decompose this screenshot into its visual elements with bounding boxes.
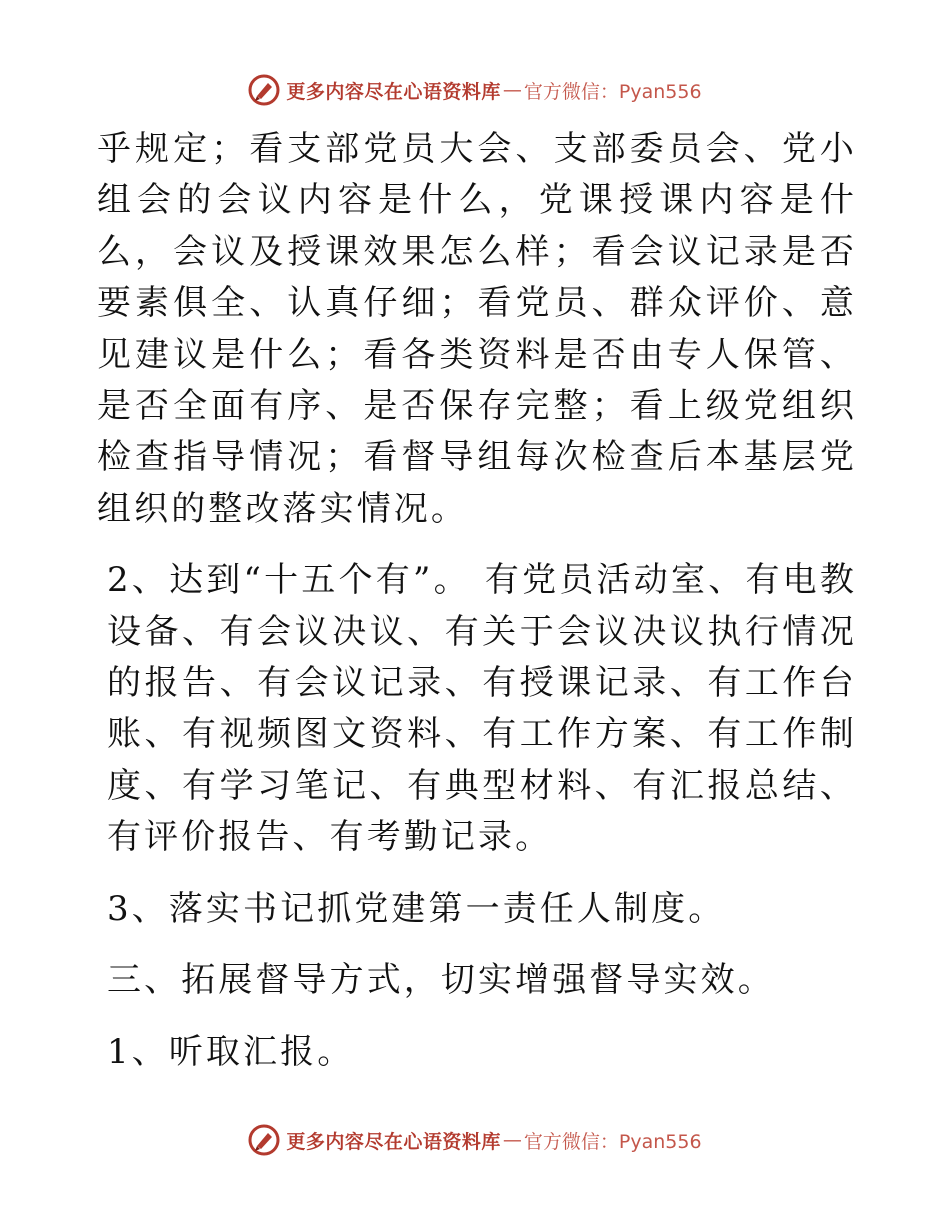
section-heading-3: 三、拓展督导方式，切实增强督导实效。 <box>107 960 775 1001</box>
footer-watermark-banner <box>0 1120 950 1160</box>
pen-logo-icon <box>248 1124 280 1156</box>
banner-site-text: 更多内容尽在心语资料库 <box>286 80 501 103</box>
header-watermark-banner <box>0 70 950 110</box>
banner-dash: — <box>502 1129 522 1151</box>
banner-dash: — <box>502 79 522 101</box>
banner-wechat-text: 官方微信：Pyan556 <box>523 1130 702 1153</box>
paragraph-item-2: 2、达到“十五个有”。 有党员活动室、有电教设备、有会议决议、有关于会议决议执行情况的报告、有会议记录、有授课记录、有工作台账、有视频图文资料、有工作方案、有工作制度、有学习笔记、有典型材料、有汇报总结、有评价报告、有考勤记录。 <box>107 560 857 858</box>
paragraph-item-1: 1、听取汇报。 <box>107 1031 355 1072</box>
banner-wechat-text: 官方微信：Pyan556 <box>523 80 702 103</box>
paragraph-continuation: 乎规定；看支部党员大会、支部委员会、党小组会的会议内容是什么，党课授课内容是什么，会议及授课效果怎么样；看会议记录是否要素俱全、认真仔细；看党员、群众评价、意见建议是什么；看各类资料是否由专人保管、是否全面有序、是否保存完整；看上级党组织检查指导情况；看督导组每次检查后本基层党组织的整改落实情况。 <box>97 129 857 529</box>
paragraph-item-3: 3、落实书记抓党建第一责任人制度。 <box>107 888 726 929</box>
pen-logo-icon <box>248 74 280 106</box>
document-body <box>97 124 857 1078</box>
banner-site-text: 更多内容尽在心语资料库 <box>286 1130 501 1153</box>
